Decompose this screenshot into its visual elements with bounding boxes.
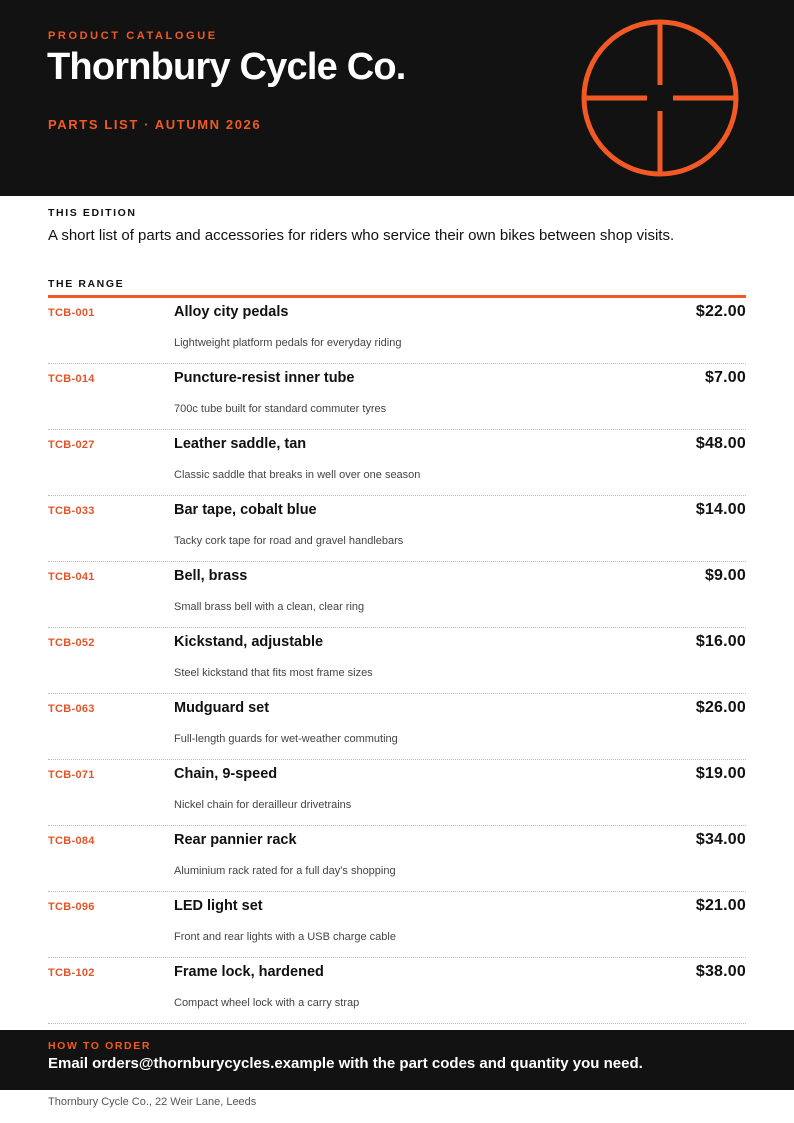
part-name: Rear pannier rack [174, 832, 297, 848]
part-code: TCB-071 [48, 769, 95, 781]
part-price: $38.00 [695, 963, 746, 980]
list-item [48, 364, 746, 430]
edition-label: THIS EDITION [48, 207, 137, 219]
part-description: Tacky cork tape for road and gravel handlebars [174, 535, 404, 547]
order-banner [0, 1030, 794, 1090]
list-item [48, 298, 746, 364]
list-item [48, 760, 746, 826]
part-name: Leather saddle, tan [174, 436, 307, 452]
part-name: Bar tape, cobalt blue [174, 502, 317, 518]
part-code: TCB-027 [48, 439, 95, 451]
part-description: 700c tube built for standard commuter tyres [174, 403, 387, 415]
part-name: LED light set [174, 898, 263, 914]
order-label: HOW TO ORDER [48, 1040, 152, 1052]
part-description: Compact wheel lock with a carry strap [174, 997, 360, 1009]
list-item [48, 892, 746, 958]
part-price: $19.00 [695, 765, 746, 782]
list-item [48, 430, 746, 496]
part-price: $9.00 [704, 567, 746, 584]
list-item [48, 826, 746, 892]
list-item [48, 562, 746, 628]
part-name: Chain, 9-speed [174, 766, 278, 782]
footer-address: Thornbury Cycle Co., 22 Weir Lane, Leeds [48, 1096, 257, 1108]
catalogue-header [0, 0, 794, 196]
part-description: Nickel chain for derailleur drivetrains [174, 799, 352, 811]
part-price: $21.00 [695, 897, 746, 914]
list-item [48, 958, 746, 1024]
catalogue-subtitle: PARTS LIST · AUTUMN 2026 [48, 117, 262, 132]
part-description: Steel kickstand that fits most frame sizes [174, 667, 373, 679]
part-code: TCB-001 [48, 307, 95, 319]
list-item [48, 694, 746, 760]
part-name: Bell, brass [174, 568, 248, 584]
range-label: THE RANGE [48, 278, 125, 290]
edition-text: A short list of parts and accessories for riders who service their own bikes between shop visits. [48, 227, 675, 244]
part-description: Front and rear lights with a USB charge cable [174, 931, 396, 943]
brand-title: Thornbury Cycle Co. [47, 46, 406, 88]
part-price: $7.00 [704, 369, 746, 386]
part-description: Full-length guards for wet-weather commuting [174, 733, 398, 745]
part-price: $26.00 [695, 699, 746, 716]
part-price: $16.00 [695, 633, 746, 650]
part-price: $22.00 [695, 303, 746, 320]
catalogue-eyebrow: PRODUCT CATALOGUE [48, 30, 218, 42]
part-name: Frame lock, hardened [174, 964, 324, 980]
part-name: Alloy city pedals [174, 304, 289, 320]
part-description: Aluminium rack rated for a full day's shopping [174, 865, 396, 877]
list-item [48, 628, 746, 694]
part-price: $14.00 [695, 501, 746, 518]
part-name: Puncture-resist inner tube [174, 370, 355, 386]
part-code: TCB-052 [48, 637, 95, 649]
order-instructions: Email orders@thornburycycles.example with the part codes and quantity you need. [48, 1055, 643, 1072]
part-name: Kickstand, adjustable [174, 634, 324, 650]
part-code: TCB-063 [48, 703, 95, 715]
part-code: TCB-014 [48, 373, 95, 385]
part-description: Lightweight platform pedals for everyday riding [174, 337, 402, 349]
part-code: TCB-084 [48, 835, 95, 847]
part-code: TCB-033 [48, 505, 95, 517]
part-description: Small brass bell with a clean, clear ring [174, 601, 365, 613]
part-price: $34.00 [695, 831, 746, 848]
part-code: TCB-041 [48, 571, 95, 583]
part-price: $48.00 [695, 435, 746, 452]
part-code: TCB-102 [48, 967, 95, 979]
part-description: Classic saddle that breaks in well over one season [174, 469, 421, 481]
list-item [48, 496, 746, 562]
crosshair-wheel-icon [579, 17, 741, 179]
part-code: TCB-096 [48, 901, 95, 913]
part-name: Mudguard set [174, 700, 270, 716]
parts-list [48, 298, 746, 1024]
